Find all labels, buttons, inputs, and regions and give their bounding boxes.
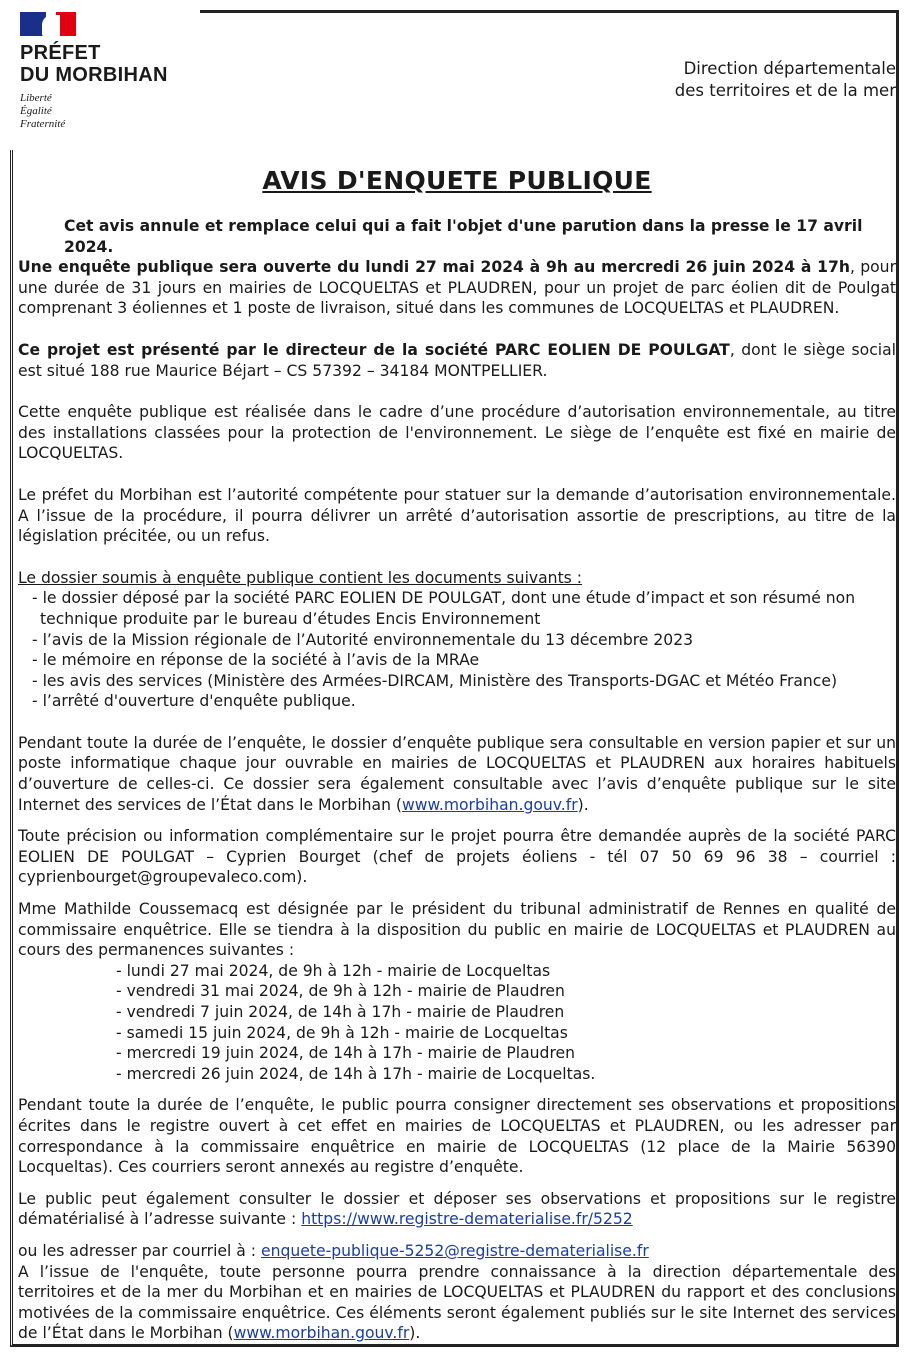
direction-header (675, 58, 896, 102)
list-item: - l’arrêté d'ouverture d'enquête publique. (32, 692, 356, 711)
cancel-notice: Cet avis annule et remplace celui qui a fait l'objet d'une parution dans la presse le 17 avril 2024. (64, 217, 863, 256)
consultation-text: Pendant toute la durée de l’enquête, le dossier d’enquête publique sera consultable en version papier et sur un poste informatique chaque jour ouvrable en mairies de LOCQUELTAS et PLAUDREN aux horaires habituels d’ouverture de celles-ci. Ce dossier sera également consultable avec l’avis d’enquête publique sur le site Internet des services de l’État dans le Morbihan ( (18, 733, 896, 814)
list-item: - vendredi 31 mai 2024, de 9h à 12h - mairie de Plaudren (116, 982, 565, 1001)
opening-paragraph (18, 257, 896, 319)
registry-link[interactable]: https://www.registre-dematerialise.fr/5252 (301, 1210, 633, 1229)
registry-paragraph (18, 1189, 896, 1230)
list-item: - mercredi 19 juin 2024, de 14h à 17h - mairie de Plaudren (116, 1044, 575, 1063)
opening-details: , pour une durée de 31 jours en mairies de LOCQUELTAS et PLAUDREN, pour un projet de parc éolien dit de Poulgat comprenant 3 éoliennes et 1 poste de livraison, situé dans les communes de LOCQUELTAS et PLAUDREN. (18, 258, 896, 318)
dossier-heading: Le dossier soumis à enquête publique contient les documents suivants : (18, 568, 583, 587)
contact-paragraph: Toute précision ou information complémentaire sur le projet pourra être demandée auprès de la société PARC EOLIEN DE POULGAT – Cyprien Bourget (chef de projets éoliens - tél 07 50 69 96 38 – courriel : cyprienbourget@groupevaleco.com). (18, 827, 896, 887)
page-title: AVIS D'ENQUETE PUBLIQUE (262, 166, 652, 195)
prefecture-website-link[interactable]: www.morbihan.gouv.fr (402, 795, 578, 814)
direction-line-2: des territoires et de la mer (674, 81, 896, 100)
commissioner-paragraph: Mme Mathilde Coussemacq est désignée par le président du tribunal administratif de Rennes en qualité de commissaire enquêtrice. Elle se tiendra à la disposition du public en mairie de LOCQUELTAS et PLAUDREN au cours des permanences suivantes : (18, 900, 896, 960)
marianne-flag-icon (20, 12, 76, 36)
closing-text: A l’issue de l'enquête, toute personne pourra prendre connaissance à la direction départementale des territoires et de la mer du Morbihan et en mairies de LOCQUELTAS et PLAUDREN du rapport et des conclusions motivées de la commissaire enquêtrice. Ces éléments seront également publiés sur le site Internet des services de l’État dans le Morbihan ( (18, 1262, 896, 1343)
presenter-company: Ce projet est présenté par le directeur de la société PARC EOLIEN DE POULGAT (18, 340, 730, 359)
email-paragraph (18, 1241, 896, 1262)
notice-content (18, 160, 896, 1344)
prefet-title (20, 42, 168, 86)
list-item: - mercredi 26 juin 2024, de 14h à 17h - mairie de Locqueltas. (116, 1064, 596, 1083)
motto-egalite: Égalité (20, 105, 52, 117)
republic-motto (20, 92, 168, 131)
closing-end: ). (409, 1324, 421, 1343)
presenter-paragraph (18, 340, 896, 381)
presenter-address: , dont le siège social est situé 188 rue Maurice Béjart – CS 57392 – 34184 MONTPELLIER. (18, 340, 896, 380)
list-item: - les avis des services (Ministère des Armées-DIRCAM, Ministère des Transports-DGAC et Météo France) (32, 671, 838, 690)
prefecture-logo (20, 12, 168, 131)
closing-website-link[interactable]: www.morbihan.gouv.fr (233, 1324, 410, 1343)
registry-text: Le public peut également consulter le dossier et déposer ses observations et propositions sur le registre dématérialisé à l’adresse suivante : (18, 1189, 896, 1229)
top-border (200, 10, 898, 13)
list-item: - le dossier déposé par la société PARC EOLIEN DE POULGAT, dont une étude d’impact et son résumé non technique produite par le bureau d’études Encis Environnement (32, 589, 856, 628)
permanences-list (18, 961, 896, 1085)
consultation-paragraph (18, 733, 896, 815)
list-item: - vendredi 7 juin 2024, de 14h à 17h - mairie de Plaudren (116, 1003, 565, 1021)
list-item: - le mémoire en réponse de la société à l’avis de la MRAe (32, 651, 480, 670)
dossier-list (18, 588, 896, 712)
consultation-end: ). (577, 795, 589, 814)
direction-line-1: Direction départementale (683, 59, 896, 78)
authority-paragraph: Le préfet du Morbihan est l’autorité compétente pour statuer sur la demande d’autorisation environnementale. A l’issue de la procédure, il pourra délivrer un arrêté d’autorisation assortie de prescriptions, au titre de la législation précitée, ou un refus. (18, 485, 896, 546)
email-text: ou les adresser par courriel à : (18, 1241, 262, 1260)
closing-paragraph (18, 1262, 896, 1344)
context-paragraph: Cette enquête publique est réalisée dans le cadre d’une procédure d’autorisation environnementale, au titre des installations classées pour la protection de l'environnement. Le siège de l’enquête est fixé en mairie de LOCQUELTAS. (18, 403, 896, 463)
opening-dates: Une enquête publique sera ouverte du lundi 27 mai 2024 à 9h au mercredi 26 juin 2024 à 17h (18, 258, 850, 277)
list-item: - lundi 27 mai 2024, de 9h à 12h - mairie de Locqueltas (116, 961, 551, 980)
list-item: - samedi 15 juin 2024, de 9h à 12h - mairie de Locqueltas (116, 1023, 568, 1042)
prefet-line-2: DU MORBIHAN (20, 64, 168, 86)
email-link[interactable]: enquete-publique-5252@registre-dematerialise.fr (261, 1241, 649, 1260)
motto-liberte: Liberté (20, 92, 52, 104)
observations-paragraph: Pendant toute la durée de l’enquête, le public pourra consigner directement ses observations et propositions écrites dans le registre ouvert à cet effet en mairies de LOCQUELTAS et PLAUDREN, ou les adresser par correspondance à la commissaire enquêtrice en mairie de LOCQUELTAS (12 place de la Mairie 56390 Locqueltas). Ces courriers seront annexés au registre d’enquête. (18, 1096, 896, 1177)
prefet-line-1: PRÉFET (20, 42, 101, 64)
list-item: - l’avis de la Mission régionale de l’Autorité environnementale du 13 décembre 2023 (32, 630, 694, 649)
motto-fraternite: Fraternité (20, 118, 66, 130)
